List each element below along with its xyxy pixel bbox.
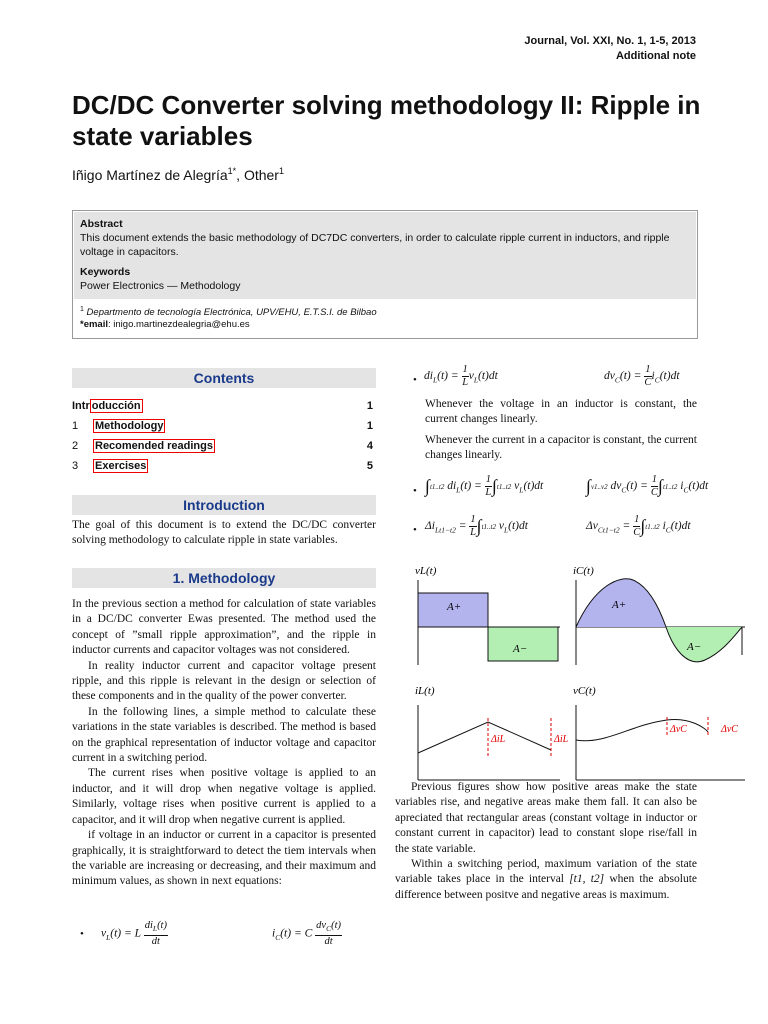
bullet-dot: • [413,485,417,497]
affiliation-mark: 1 [80,306,84,313]
toc-link[interactable] [72,398,143,414]
label-area-neg: A− [513,643,528,655]
bullet-dot: • [80,928,84,940]
affiliation-text: Departmento de tecnología Electrónica, UPV/EHU, E.T.S.I. de Bilbao [86,307,377,318]
label-iC: iC(t) [573,565,594,577]
author-list [72,166,284,183]
toc-link-box[interactable]: Recomended readings [95,440,213,452]
label-vL: vL(t) [415,565,437,577]
keywords-heading: Keywords [80,266,131,278]
interval: [t1, t2] [569,873,605,886]
journal-citation: Journal, Vol. XXI, No. 1, 1-5, 2013 [524,35,696,47]
toc-link-box[interactable]: Exercises [95,460,147,472]
bullet-dot: • [413,524,417,536]
label-area-pos: A+ [447,601,462,613]
toc-page: 4 [366,440,373,452]
equation-inductor: $v_L(t) = L$ $\frac{di_L(t)}{dt}$ [101,920,167,948]
email-line [80,318,689,332]
toc-link[interactable] [93,418,165,434]
toc-entry[interactable] [72,438,376,454]
bullet-dot: • [413,374,417,386]
introduction-text: The goal of this document is to extend the DC/DC converter solving methodology to calculate ripple in state variables. [72,519,376,547]
author-affiliation-mark-2: 1 [278,166,284,176]
toc-entry[interactable] [72,418,376,434]
toc-link-box[interactable]: oducción [91,400,141,412]
text-current-constant: Whenever the current in a capacitor is constant, the current changes linearly. [425,434,697,462]
label-ripple-iL: ΔiL [491,734,506,745]
toc-entry[interactable] [72,458,376,474]
abstract-text: This document extends the basic methodology of DC7DC converters, in order to calculate ripple current in inductors, and ripple voltage in capacitors. [80,232,670,258]
equation-delta-vC: $\Delta v_{Ct1-t2}$ = $\frac{1}{C}$ ∫t1..t2 $i_C(t)dt$ [586,514,691,538]
equation-diL: $di_L(t)$ = $\frac{1}{L}$ $v_L(t)dt$ [424,364,498,388]
toc-label-text: Intr oducción [72,400,141,412]
label-vC: vC(t) [573,685,596,697]
toc-page: 1 [366,400,373,412]
discussion-paragraph: Previous figures show how positive areas make the state variables rise, and negative areas make them fall. It can also be apreciated that rectangular areas (constant voltage in inductor or constant current in capacitor) lead to constant slope rise/fall in the state variable. [395,781,697,855]
discussion-text: Within a switching period, maximum variation of the state variable takes place in the interval [395,858,697,886]
area-negative-iC [666,627,742,662]
toc-link-box[interactable]: Methodology [95,420,164,432]
toc-link[interactable] [93,458,148,474]
label-ripple-vC: ΔvC [670,724,687,735]
figure-discussion [395,780,697,903]
abstract-heading: Abstract [80,218,123,230]
toc-number: 3 [72,460,79,472]
journal-header [524,34,696,64]
text-voltage-constant: Whenever the voltage in an inductor is constant, the current changes linearly. [425,398,697,426]
email-label: *email [80,319,108,330]
email-address: : inigo.martinezdealegria@ehu.es [108,319,250,330]
author-other: , Other [236,167,279,183]
abstract-box [72,210,698,339]
toc-number: 2 [72,440,79,452]
toc-entry[interactable] [72,398,376,414]
paper-title: DC/DC Converter solving methodology II: Ripple in state variables [72,90,701,151]
label-iL: iL(t) [415,685,435,697]
label-ripple-vC-2: ΔvC [721,724,738,735]
discussion-text-2: when the absolute difference between positve and negative areas is maximum. [395,873,697,901]
methodology-paragraph: The current rises when positive voltage is applied to an inductor, and it will drop when negative voltage is applied. Similarly, voltage rises when positive current is applied to a capacitor, and it will drop when negative current is applied. [72,767,376,826]
methodology-paragraph: In the following lines, a simple method to calculate these variations in the state variables is described. The method is based on the graphical representation of inductor voltage and capacitor current in a switching period. [72,705,376,765]
toc-page: 1 [366,420,373,432]
equation-integral-iL: ∫t1..t2 $di_L(t)$ = $\frac{1}{L}$ ∫t1..t2 $v_L(t)dt$ [425,474,544,498]
discussion-paragraph-2 [395,857,697,903]
methodology-paragraph: In reality inductor current and capacitor voltage present ripple, and this ripple is relevant in the design or selection of these components and in the quality of the power converter. [72,659,376,703]
methodology-heading: 1. Methodology [72,568,376,588]
label-ripple-iL-2: ΔiL [554,734,569,745]
note-type: Additional note [615,50,696,62]
equation-integral-vC: ∫v1..v2 $dv_C(t)$ = $\frac{1}{C}$ ∫t1..t2 $i_C(t)dt$ [586,474,709,498]
methodology-paragraph: In the previous section a method for calculation of state variables in a DC/DC converter Ewas presented. The method used the concept of ”small ripple approximation”, and the ripple in inductor currents and capacitor voltages was not considered. [72,598,376,657]
toc-page: 5 [366,460,373,472]
equation-dvC: $dv_C(t)$ = $\frac{1}{C}$ $i_C(t)dt$ [604,364,680,388]
contents-heading: Contents [72,368,376,388]
label-area-neg-iC: A− [687,641,702,653]
curve-vC [576,719,708,740]
equation-capacitor: $i_C(t) = C$ $\frac{dv_C(t)}{dt}$ [272,920,341,948]
label-area-pos-iC: A+ [612,599,627,611]
triangle-iL [418,722,551,753]
toc-link[interactable] [93,438,215,454]
author-affiliation-mark: 1* [227,166,237,176]
introduction-heading: Introduction [72,495,376,515]
author-name: Iñigo Martínez de Alegría [72,167,228,183]
methodology-paragraph: if voltage in an inductor or current in a capacitor is presented graphically, it is straightforward to detect the tiem intervals when the variable are increasing or decreasing, and their maximum and minimum values, as shown in next equations: [72,829,376,888]
ripple-figure [405,560,750,785]
methodology-body [72,597,376,890]
toc-number: 1 [72,420,79,432]
equation-delta-iL: $\Delta i_{Lt1-t2}$ = $\frac{1}{L}$ ∫t1..t2 $v_L(t)dt$ [425,514,528,538]
keywords-text: Power Electronics — Methodology [80,280,241,292]
